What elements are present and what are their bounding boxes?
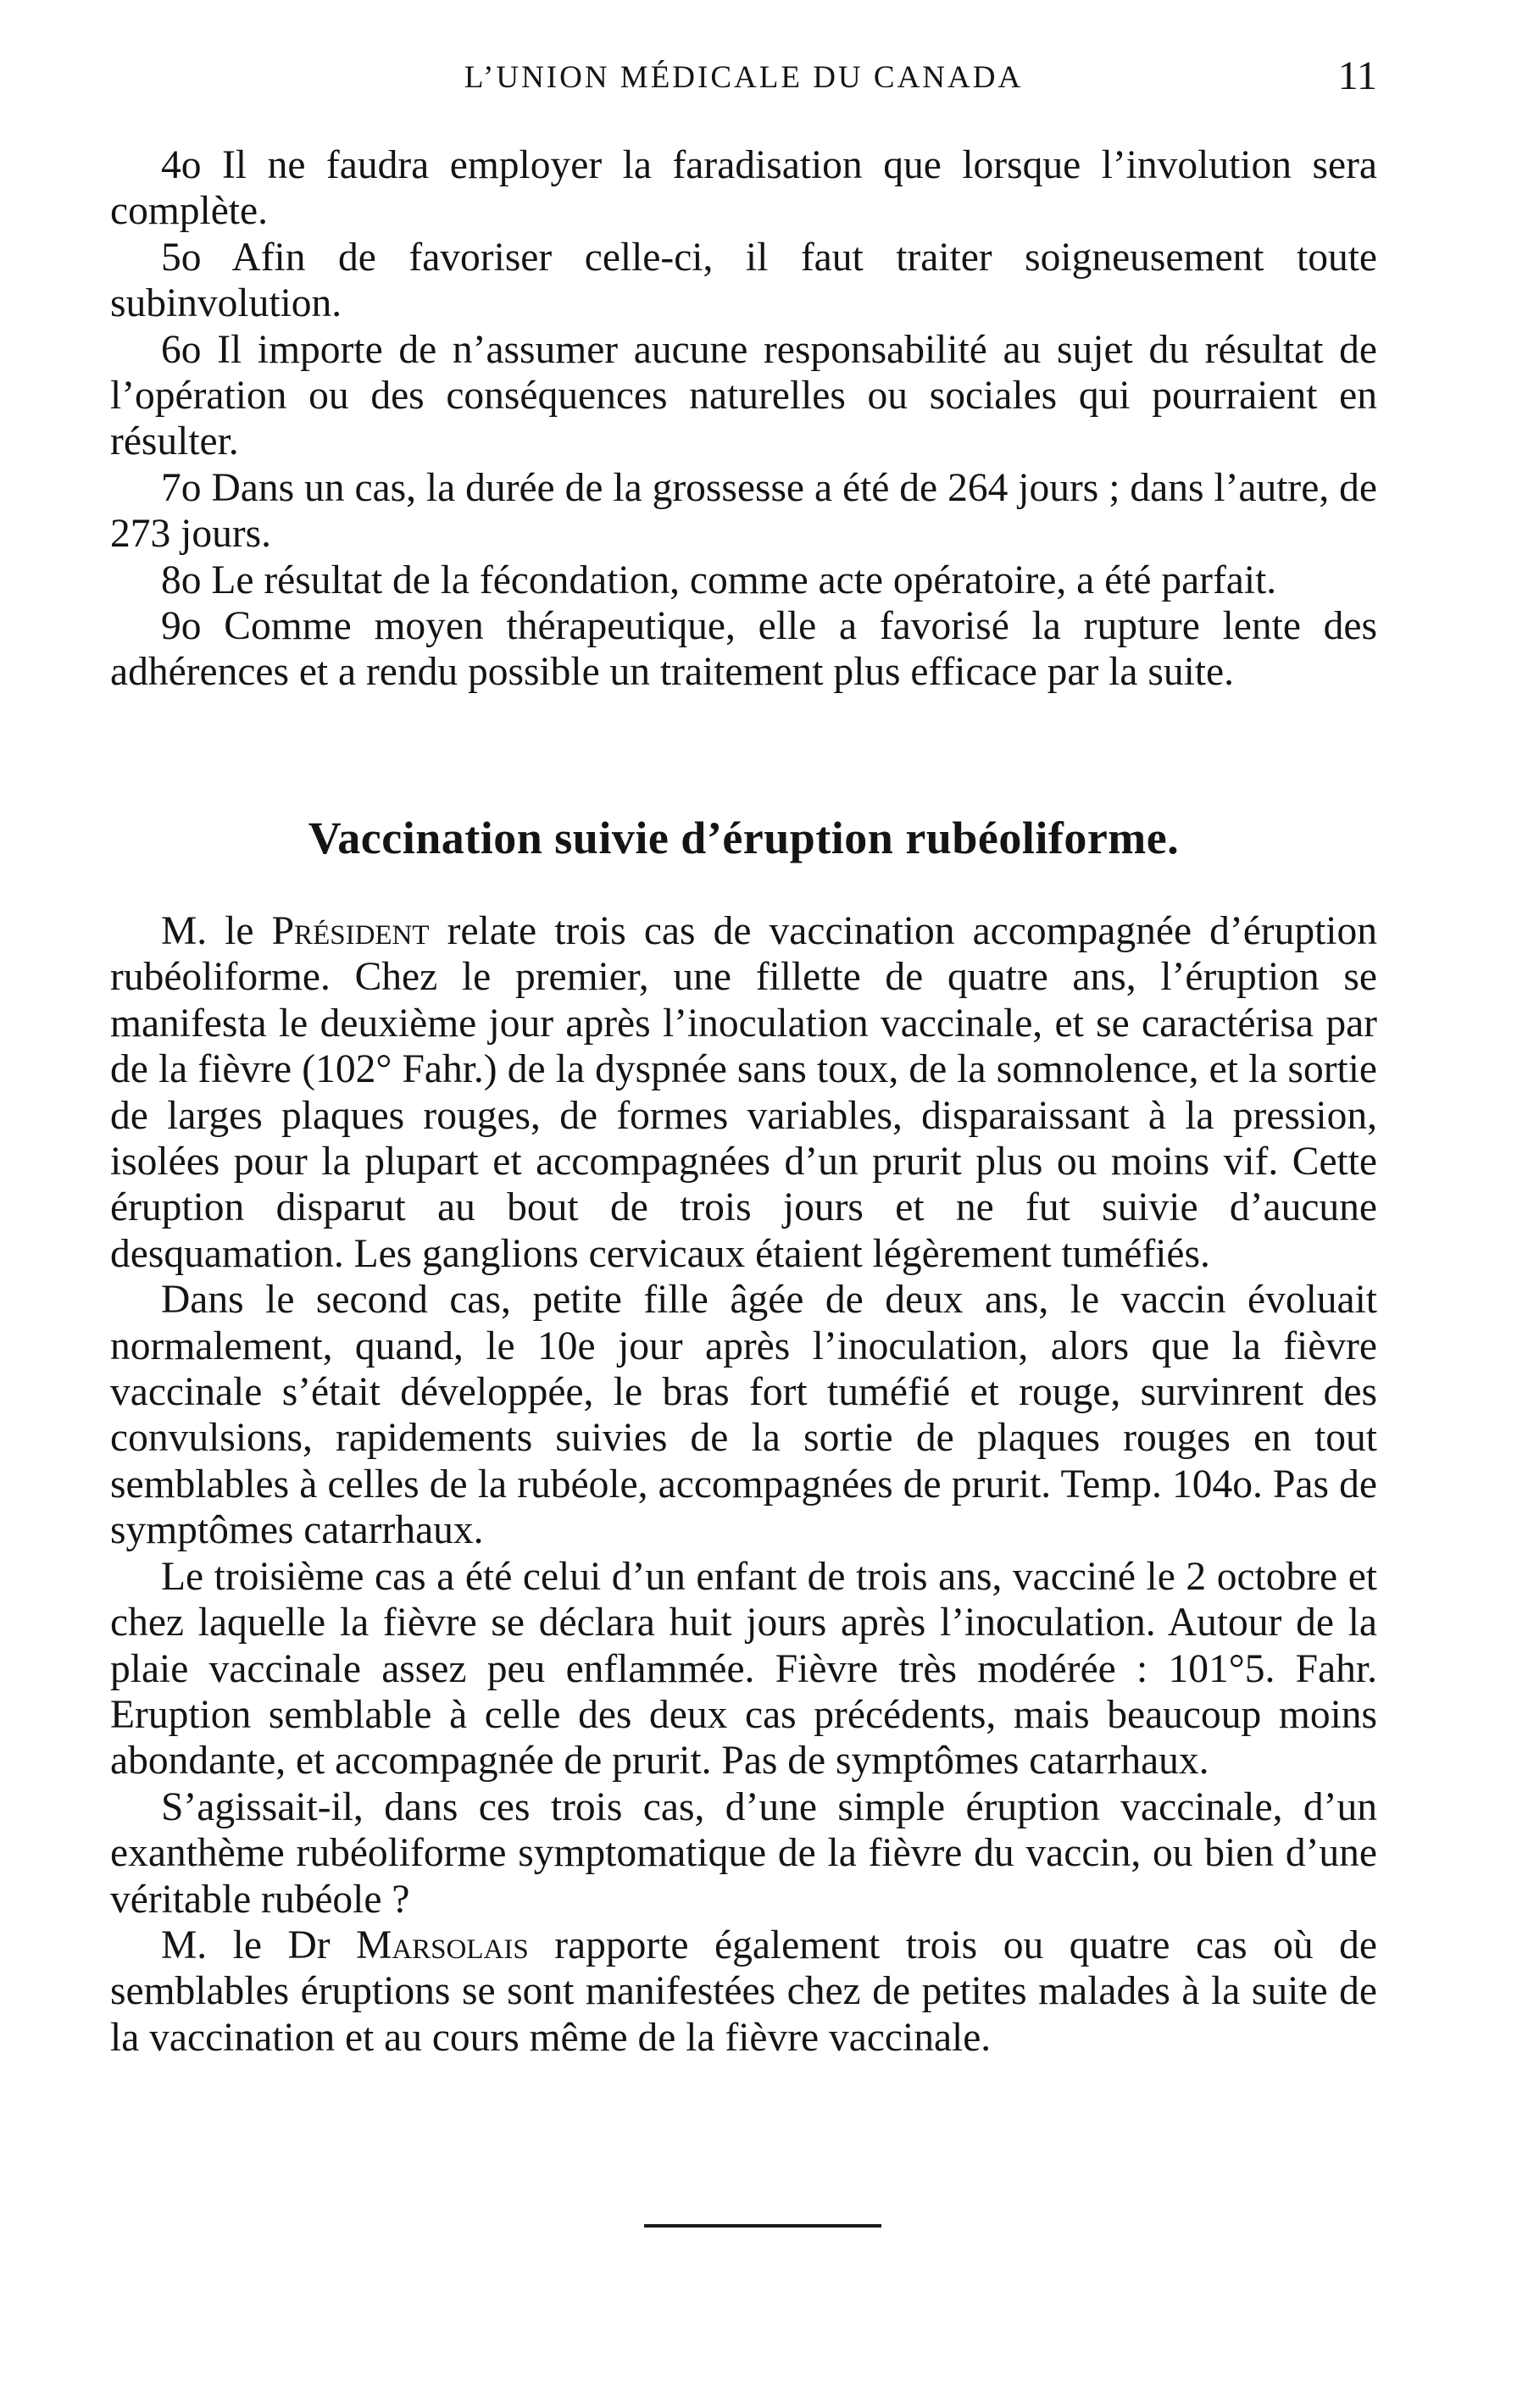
section-heading: Vaccination suivie d’éruption rubéoliforme. [308,813,1180,863]
running-header [110,53,1377,103]
paragraph-third-case: Le troisième cas a été celui d’un enfant de trois ans, vacciné le 2 octobre et chez laquelle la fièvre se déclara huit jours après l’inoculation. Autour de la plaie vaccinale assez peu enflammée. Fièvre très modérée : 101°5. Fahr. Eruption semblable à celle des deux cas précédents, mais beaucoup moins abondante, et accompagnée de prurit. Pas de symptômes catarrhaux. [110,1554,1377,1784]
numbered-item-6: 6o Il importe de n’assumer aucune responsabilité au sujet du résultat de l’opération ou des conséquences naturelles ou sociales qui pourraient en résulter. [110,327,1377,464]
paragraph-question: S’agissait-il, dans ces trois cas, d’une simple éruption vaccinale, d’un exanthème rubéoliforme symptomatique de la fièvre du vaccin, ou bien d’une véritable rubéole ? [110,1784,1377,1922]
numbered-item-5: 5o Afin de favoriser celle-ci, il faut traiter soigneusement toute subinvolution. [110,235,1377,326]
page-number: 11 [1337,53,1377,98]
end-rule [644,2224,881,2228]
paragraph-president [110,908,1377,1277]
paragraph-marsolais [110,1923,1377,2061]
speaker-name: Marsolais [356,1923,529,1967]
numbered-item-9: 9o Comme moyen thérapeutique, elle a favorisé la rupture lente des adhérences et a rendu possible un traitement plus efficace par la suite. [110,604,1377,695]
paragraph-lead: M. le Dr [161,1923,357,1967]
paragraph-text: relate trois cas de vaccination accompagnée d’éruption rubéoliforme. Chez le premier, une fillette de quatre ans, l’éruption se manifesta le deuxième jour après l’inoculation vaccinale, et se caractérisa par de la fièvre (102° Fahr.) de la dyspnée sans toux, de la somnolence, et la sortie de larges plaques rouges, de formes variables, disparaissant à la pression, isolées pour la plupart et accompagnées d’un prurit plus ou moins vif. Cette éruption disparut au bout de trois jours et ne fut suivie d’aucune desquamation. Les ganglions cervicaux étaient légèrement tuméfiés. [110,909,1378,1276]
paragraph-second-case: Dans le second cas, petite fille âgée de deux ans, le vaccin évoluait normalement, quand, le 10e jour après l’inoculation, alors que la fièvre vaccinale s’était développée, le bras fort tuméfié et rouge, survinrent des convulsions, rapidements suivies de la sortie de plaques rouges en tout semblables à celles de la rubéole, accompagnées de prurit. Temp. 104o. Pas de symptômes catarrhaux. [110,1278,1377,1553]
numbered-conclusions [110,142,1377,696]
paragraph-lead: M. le [161,909,272,953]
paragraph-text: rapporte également trois ou quatre cas où de semblables éruptions se sont manifestées chez de petites malades à la suite de la vaccination et au cours même de la fièvre vaccinale. [110,1923,1377,2060]
speaker-name: Président [271,909,430,953]
numbered-item-8: 8o Le résultat de la fécondation, comme acte opératoire, a été parfait. [161,558,1277,602]
numbered-item-7: 7o Dans un cas, la durée de la grossesse a été de 264 jours ; dans l’autre, de 273 jours. [110,465,1377,557]
running-title: L’UNION MÉDICALE DU CANADA [464,60,1024,95]
section-body [110,908,1377,2061]
numbered-item-4: 4o Il ne faudra employer la faradisation que lorsque l’involution sera complète. [110,143,1377,234]
